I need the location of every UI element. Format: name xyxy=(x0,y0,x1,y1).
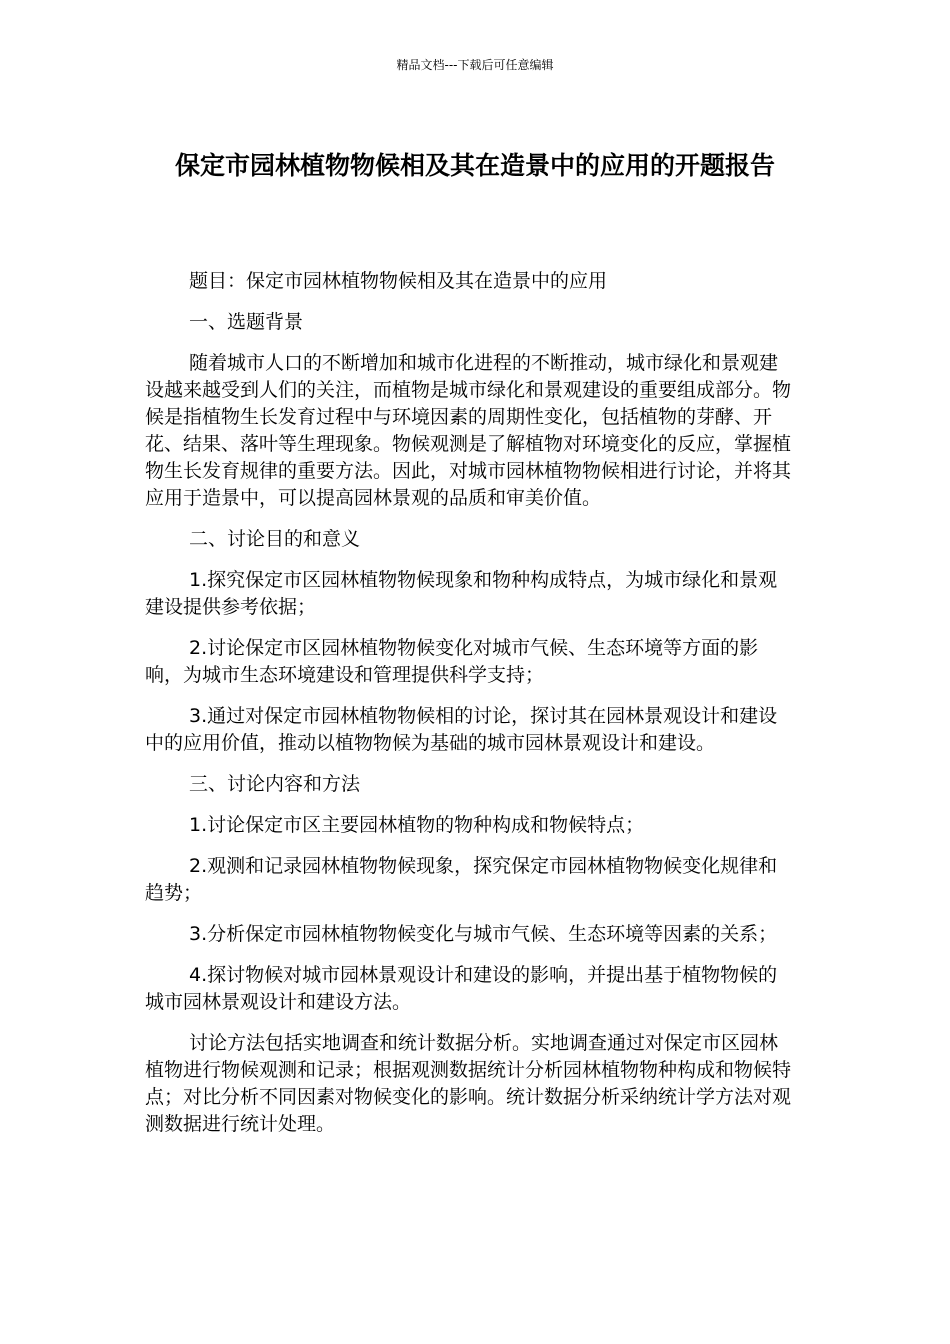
purpose-item: 3.通过对保定市园林植物物候相的讨论，探讨其在园林景观设计和建设中的应用价值，推动以植物物候为基础的城市园林景观设计和建设。 xyxy=(145,705,778,754)
section-heading-content: 三、讨论内容和方法 xyxy=(189,773,361,795)
content-item: 3.分析保定市园林植物物候变化与城市气候、生态环境等因素的关系； xyxy=(189,923,778,945)
document-title: 保定市园林植物物候相及其在造景中的应用的开题报告 xyxy=(174,151,775,180)
subject-line: 题目：保定市园林植物物候相及其在造景中的应用 xyxy=(189,270,608,292)
content-item: 2.观测和记录园林植物物候现象，探究保定市园林植物物候变化规律和趋势； xyxy=(145,855,778,904)
purpose-item: 1.探究保定市区园林植物物候现象和物种构成特点，为城市绿化和景观建设提供参考依据； xyxy=(145,569,778,618)
section-heading-background: 一、选题背景 xyxy=(189,311,304,333)
document-body xyxy=(145,268,795,1152)
page-header: 精品文档---下载后可任意编辑 xyxy=(396,58,554,72)
purpose-item: 2.讨论保定市区园林植物物候变化对城市气候、生态环境等方面的影响，为城市生态环境建设和管理提供科学支持； xyxy=(145,637,759,686)
section-heading-purpose: 二、讨论目的和意义 xyxy=(189,528,361,550)
background-paragraph: 随着城市人口的不断增加和城市化进程的不断推动，城市绿化和景观建设越来越受到人们的关注，而植物是城市绿化和景观建设的重要组成部分。物候是指植物生长发育过程中与环境因素的周期性变化，包括植物的芽酵、开花、结果、落叶等生理现象。物候观测是了解植物对环境变化的反应，掌握植物生长发育规律的重要方法。因此，对城市园林植物物候相进行讨论，并将其应用于造景中，可以提高园林景观的品质和审美价值。 xyxy=(145,352,792,509)
methods-paragraph: 讨论方法包括实地调查和统计数据分析。实地调查通过对保定市区园林植物进行物候观测和记录；根据观测数据统计分析园林植物物种构成和物候特点；对比分析不同因素对物候变化的影响。统计数据分析采纳统计学方法对观测数据进行统计处理。 xyxy=(145,1032,792,1135)
content-item: 1.讨论保定市区主要园林植物的物种构成和物候特点； xyxy=(189,814,645,836)
content-item: 4.探讨物候对城市园林景观设计和建设的影响，并提出基于植物物候的城市园林景观设计和建设方法。 xyxy=(145,964,778,1013)
